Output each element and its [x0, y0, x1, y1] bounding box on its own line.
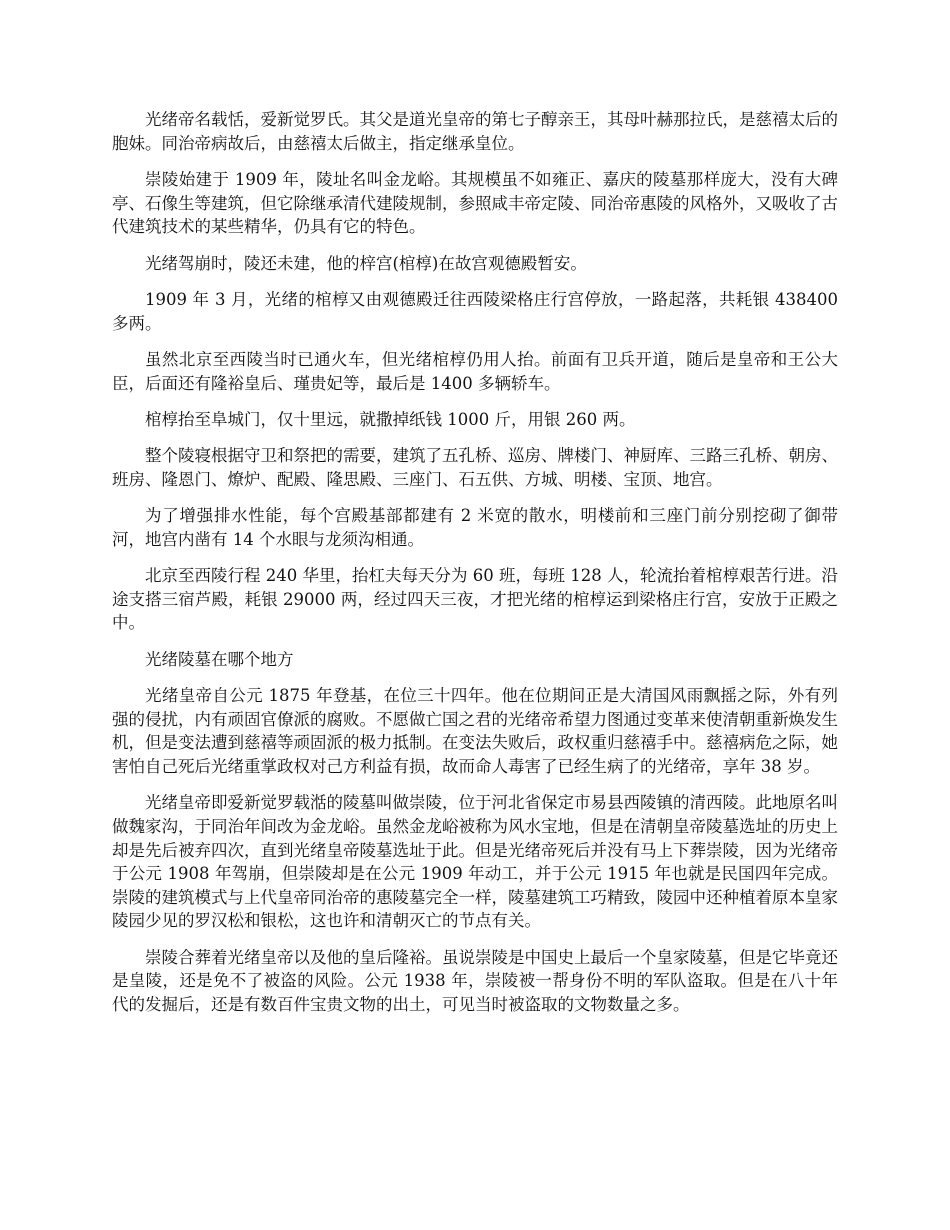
- paragraph-11: 光绪皇帝即爱新觉罗载湉的陵墓叫做崇陵，位于河北省保定市易县西陵镇的清西陵。此地原名叫做魏家沟，于同治年间改为金龙峪。虽然金龙峪被称为风水宝地，但是在清朝皇帝陵墓选址的历史上却是先后被弃四次，直到光绪皇帝陵墓选址于此。但是光绪帝死后并没有马上下葬崇陵，因为光绪帝于公元 1908 年驾崩，但崇陵却是在公元 1909 年动工，并于公元 1915 年也就是民国四年完成。崇陵的建筑模式与上代皇帝同治帝的惠陵墓完全一样，陵墓建筑工巧精致，陵园中还种植着原本皇家陵园少见的罗汉松和银松，这也许和清朝灭亡的节点有关。: [112, 793, 838, 931]
- document-page: [112, 108, 838, 1029]
- paragraph-5: 虽然北京至西陵当时已通火车，但光绪棺椁仍用人抬。前面有卫兵开道，随后是皇帝和王公大臣，后面还有隆裕皇后、瑾贵妃等，最后是 1400 多辆轿车。: [112, 349, 838, 393]
- paragraph-8: 为了增强排水性能，每个宫殿基部都建有 2 米宽的散水，明楼前和三座门前分别挖砌了御带河，地宫内凿有 14 个水眼与龙须沟相通。: [112, 506, 838, 549]
- paragraph-6: 棺椁抬至阜城门，仅十里远，就撒掉纸钱 1000 斤，用银 260 两。: [145, 409, 636, 429]
- paragraph-3: 光绪驾崩时，陵还未建，他的梓宫(棺椁)在故宫观德殿暂安。: [145, 253, 587, 273]
- section-heading: 光绪陵墓在哪个地方: [145, 649, 294, 669]
- paragraph-12: 崇陵合葬着光绪皇帝以及他的皇后隆裕。虽说崇陵是中国史上最后一个皇家陵墓，但是它毕竟还是皇陵，还是免不了被盗的风险。公元 1938 年，崇陵被一帮身份不明的军队盗取。但是在八十年代的发掘后，还是有数百件宝贵文物的出土，可见当时被盗取的文物数量之多。: [112, 947, 838, 1014]
- paragraph-4: 1909 年 3 月，光绪的棺椁又由观德殿迁往西陵梁格庄行宫停放，一路起落，共耗银 438400 多两。: [112, 289, 838, 333]
- paragraph-7: 整个陵寝根据守卫和祭把的需要，建筑了五孔桥、巡房、牌楼门、神厨库、三路三孔桥、朝房、班房、隆恩门、燎炉、配殿、隆思殿、三座门、石五供、方城、明楼、宝顶、地宫。: [112, 446, 838, 489]
- paragraph-10: 光绪皇帝自公元 1875 年登基，在位三十四年。他在位期间正是大清国风雨飘摇之际，外有列强的侵扰，内有顽固官僚派的腐败。不愿做亡国之君的光绪帝希望力图通过变革来使清朝重新焕发生机，但是变法遭到慈禧等顽固派的极力抵制。在变法失败后，政权重归慈禧手中。慈禧病危之际，她害怕自己死后光绪重掌政权对己方利益有损，故而命人毒害了已经生病了的光绪帝，享年 38 岁。: [112, 686, 838, 777]
- paragraph-9: 北京至西陵行程 240 华里，抬杠夫每天分为 60 班，每班 128 人，轮流抬着棺椁艰苦行进。沿途支搭三宿芦殿，耗银 29000 两，经过四天三夜，才把光绪的棺椁运到梁格庄行宫，安放于正殿之中。: [112, 566, 838, 633]
- paragraph-2: 崇陵始建于 1909 年，陵址名叫金龙峪。其规模虽不如雍正、嘉庆的陵墓那样庞大，没有大碑亭、石像生等建筑，但它除继承清代建陵规制，参照咸丰帝定陵、同治帝惠陵的风格外，又吸收了古代建筑技术的某些精华，仍具有它的特色。: [112, 169, 838, 237]
- paragraph-1: 光绪帝名载恬，爱新觉罗氏。其父是道光皇帝的第七子醇亲王，其母叶赫那拉氏，是慈禧太后的胞妹。同治帝病故后，由慈禧太后做主，指定继承皇位。: [112, 110, 838, 153]
